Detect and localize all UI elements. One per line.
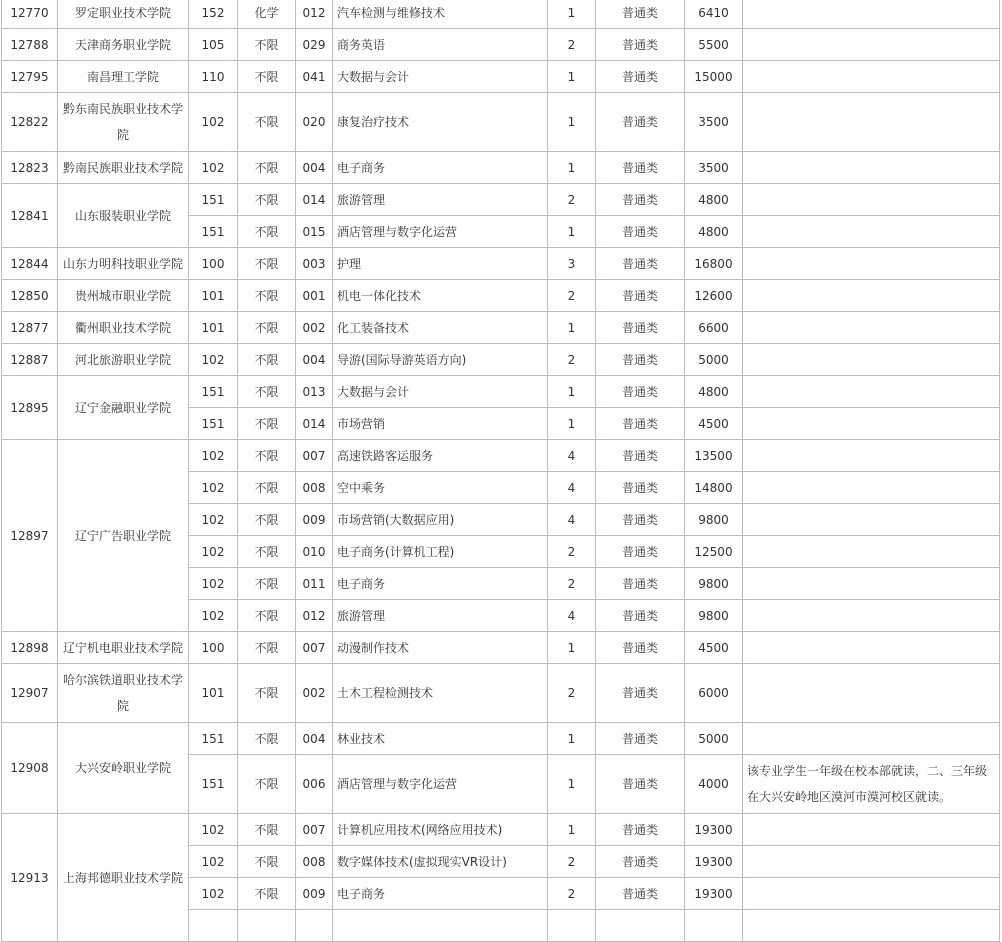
major-code-cell: 004	[296, 723, 333, 755]
note-cell	[743, 568, 1000, 600]
group-cell: 110	[189, 61, 238, 93]
major-code-cell: 004	[296, 152, 333, 184]
major-code-cell: 004	[296, 344, 333, 376]
plan-count-cell: 3	[548, 248, 596, 280]
major-name-cell	[333, 910, 548, 942]
category-cell: 普通类	[596, 664, 685, 723]
major-name-cell: 空中乘务	[333, 472, 548, 504]
note-cell	[743, 846, 1000, 878]
tuition-cell: 3500	[685, 152, 743, 184]
category-cell: 普通类	[596, 504, 685, 536]
school-code-cell: 12907	[2, 664, 58, 723]
subject-req-cell: 化学	[238, 0, 296, 29]
major-name-cell: 电子商务	[333, 878, 548, 910]
major-code-cell: 011	[296, 568, 333, 600]
group-cell: 151	[189, 184, 238, 216]
plan-count-cell: 1	[548, 0, 596, 29]
major-code-cell: 001	[296, 280, 333, 312]
subject-req-cell: 不限	[238, 216, 296, 248]
major-code-cell: 009	[296, 504, 333, 536]
note-cell	[743, 376, 1000, 408]
group-cell: 102	[189, 600, 238, 632]
category-cell: 普通类	[596, 61, 685, 93]
school-code-cell: 12822	[2, 93, 58, 152]
category-cell: 普通类	[596, 568, 685, 600]
subject-req-cell: 不限	[238, 408, 296, 440]
group-cell: 151	[189, 376, 238, 408]
note-cell	[743, 878, 1000, 910]
category-cell: 普通类	[596, 184, 685, 216]
group-cell: 102	[189, 472, 238, 504]
subject-req-cell: 不限	[238, 814, 296, 846]
major-code-cell: 002	[296, 312, 333, 344]
major-name-cell: 市场营销	[333, 408, 548, 440]
major-name-cell: 土木工程检测技术	[333, 664, 548, 723]
category-cell: 普通类	[596, 536, 685, 568]
note-cell	[743, 632, 1000, 664]
group-cell: 102	[189, 536, 238, 568]
major-code-cell: 015	[296, 216, 333, 248]
subject-req-cell: 不限	[238, 846, 296, 878]
major-name-cell: 导游(国际导游英语方向)	[333, 344, 548, 376]
subject-req-cell: 不限	[238, 184, 296, 216]
school-code-cell: 12841	[2, 184, 58, 248]
major-name-cell: 大数据与会计	[333, 376, 548, 408]
school-code-cell: 12887	[2, 344, 58, 376]
major-name-cell: 计算机应用技术(网络应用技术)	[333, 814, 548, 846]
category-cell: 普通类	[596, 632, 685, 664]
plan-count-cell: 2	[548, 344, 596, 376]
group-cell: 151	[189, 216, 238, 248]
school-code-cell: 12913	[2, 814, 58, 942]
school-name-cell: 上海邦德职业技术学院	[58, 814, 189, 942]
major-name-cell: 动漫制作技术	[333, 632, 548, 664]
plan-count-cell: 4	[548, 600, 596, 632]
admission-plan-table	[1, 0, 1000, 942]
major-name-cell: 商务英语	[333, 29, 548, 61]
category-cell: 普通类	[596, 93, 685, 152]
major-code-cell: 009	[296, 878, 333, 910]
table-row	[2, 184, 1000, 216]
table-row	[2, 152, 1000, 184]
note-cell	[743, 723, 1000, 755]
note-cell	[743, 0, 1000, 29]
plan-count-cell: 1	[548, 408, 596, 440]
plan-count-cell: 1	[548, 152, 596, 184]
tuition-cell: 4500	[685, 408, 743, 440]
major-code-cell: 014	[296, 408, 333, 440]
subject-req-cell: 不限	[238, 152, 296, 184]
plan-count-cell: 1	[548, 755, 596, 814]
category-cell: 普通类	[596, 755, 685, 814]
note-cell	[743, 29, 1000, 61]
category-cell: 普通类	[596, 216, 685, 248]
school-code-cell: 12795	[2, 61, 58, 93]
table-row	[2, 280, 1000, 312]
plan-count-cell: 2	[548, 664, 596, 723]
plan-count-cell: 1	[548, 376, 596, 408]
major-code-cell: 002	[296, 664, 333, 723]
plan-count-cell: 4	[548, 472, 596, 504]
subject-req-cell: 不限	[238, 376, 296, 408]
category-cell: 普通类	[596, 344, 685, 376]
category-cell: 普通类	[596, 280, 685, 312]
school-code-cell: 12844	[2, 248, 58, 280]
school-name-cell: 南昌理工学院	[58, 61, 189, 93]
group-cell: 101	[189, 280, 238, 312]
group-cell: 102	[189, 846, 238, 878]
table-row	[2, 632, 1000, 664]
major-name-cell: 旅游管理	[333, 184, 548, 216]
major-name-cell: 数字媒体技术(虚拟现实VR设计)	[333, 846, 548, 878]
table-row	[2, 61, 1000, 93]
tuition-cell: 6000	[685, 664, 743, 723]
school-name-cell: 山东服装职业学院	[58, 184, 189, 248]
plan-count-cell: 1	[548, 312, 596, 344]
table-row	[2, 814, 1000, 846]
group-cell: 151	[189, 755, 238, 814]
note-cell	[743, 536, 1000, 568]
school-name-cell: 天津商务职业学院	[58, 29, 189, 61]
tuition-cell: 12500	[685, 536, 743, 568]
note-cell	[743, 504, 1000, 536]
tuition-cell: 19300	[685, 814, 743, 846]
group-cell: 105	[189, 29, 238, 61]
school-name-cell: 辽宁广告职业学院	[58, 440, 189, 632]
major-code-cell: 010	[296, 536, 333, 568]
plan-count-cell: 2	[548, 280, 596, 312]
major-code-cell: 020	[296, 93, 333, 152]
note-cell	[743, 280, 1000, 312]
major-name-cell: 市场营销(大数据应用)	[333, 504, 548, 536]
subject-req-cell	[238, 910, 296, 942]
tuition-cell: 5000	[685, 723, 743, 755]
group-cell: 102	[189, 93, 238, 152]
school-name-cell: 辽宁机电职业技术学院	[58, 632, 189, 664]
tuition-cell: 4000	[685, 755, 743, 814]
plan-count-cell: 2	[548, 536, 596, 568]
tuition-cell: 5500	[685, 29, 743, 61]
plan-count-cell: 2	[548, 29, 596, 61]
tuition-cell: 19300	[685, 878, 743, 910]
major-name-cell: 旅游管理	[333, 600, 548, 632]
table-row	[2, 664, 1000, 723]
major-code-cell: 008	[296, 846, 333, 878]
school-name-cell: 罗定职业技术学院	[58, 0, 189, 29]
tuition-cell: 6410	[685, 0, 743, 29]
major-code-cell	[296, 910, 333, 942]
major-name-cell: 高速铁路客运服务	[333, 440, 548, 472]
school-name-cell: 河北旅游职业学院	[58, 344, 189, 376]
subject-req-cell: 不限	[238, 248, 296, 280]
note-cell	[743, 61, 1000, 93]
note-cell	[743, 216, 1000, 248]
plan-count-cell: 2	[548, 568, 596, 600]
school-name-cell: 贵州城市职业学院	[58, 280, 189, 312]
note-cell	[743, 93, 1000, 152]
major-code-cell: 007	[296, 632, 333, 664]
note-cell	[743, 408, 1000, 440]
group-cell: 152	[189, 0, 238, 29]
group-cell: 100	[189, 632, 238, 664]
subject-req-cell: 不限	[238, 536, 296, 568]
major-code-cell: 006	[296, 755, 333, 814]
category-cell: 普通类	[596, 472, 685, 504]
category-cell	[596, 910, 685, 942]
plan-count-cell: 1	[548, 61, 596, 93]
note-cell	[743, 440, 1000, 472]
tuition-cell: 4800	[685, 184, 743, 216]
plan-count-cell: 1	[548, 814, 596, 846]
subject-req-cell: 不限	[238, 632, 296, 664]
subject-req-cell: 不限	[238, 600, 296, 632]
group-cell: 101	[189, 312, 238, 344]
note-cell	[743, 664, 1000, 723]
school-code-cell: 12788	[2, 29, 58, 61]
note-cell	[743, 184, 1000, 216]
school-code-cell: 12770	[2, 0, 58, 29]
subject-req-cell: 不限	[238, 280, 296, 312]
major-code-cell: 007	[296, 814, 333, 846]
school-name-cell: 山东力明科技职业学院	[58, 248, 189, 280]
major-code-cell: 014	[296, 184, 333, 216]
major-name-cell: 护理	[333, 248, 548, 280]
major-name-cell: 大数据与会计	[333, 61, 548, 93]
tuition-cell: 6600	[685, 312, 743, 344]
subject-req-cell: 不限	[238, 878, 296, 910]
group-cell: 151	[189, 408, 238, 440]
subject-req-cell: 不限	[238, 312, 296, 344]
plan-count-cell: 1	[548, 216, 596, 248]
plan-count-cell: 4	[548, 504, 596, 536]
tuition-cell: 4800	[685, 216, 743, 248]
subject-req-cell: 不限	[238, 568, 296, 600]
table-row	[2, 0, 1000, 29]
group-cell: 102	[189, 504, 238, 536]
subject-req-cell: 不限	[238, 344, 296, 376]
category-cell: 普通类	[596, 846, 685, 878]
school-name-cell: 黔南民族职业技术学院	[58, 152, 189, 184]
table-row	[2, 344, 1000, 376]
table-row	[2, 440, 1000, 472]
note-cell	[743, 600, 1000, 632]
group-cell: 100	[189, 248, 238, 280]
major-code-cell: 029	[296, 29, 333, 61]
school-code-cell: 12877	[2, 312, 58, 344]
note-cell	[743, 152, 1000, 184]
tuition-cell: 14800	[685, 472, 743, 504]
school-code-cell: 12898	[2, 632, 58, 664]
tuition-cell: 4500	[685, 632, 743, 664]
subject-req-cell: 不限	[238, 472, 296, 504]
note-cell	[743, 814, 1000, 846]
school-name-cell: 衢州职业技术学院	[58, 312, 189, 344]
major-code-cell: 008	[296, 472, 333, 504]
group-cell: 102	[189, 440, 238, 472]
category-cell: 普通类	[596, 0, 685, 29]
category-cell: 普通类	[596, 440, 685, 472]
table-row	[2, 723, 1000, 755]
category-cell: 普通类	[596, 312, 685, 344]
subject-req-cell: 不限	[238, 93, 296, 152]
category-cell: 普通类	[596, 723, 685, 755]
plan-count-cell: 4	[548, 440, 596, 472]
group-cell: 102	[189, 878, 238, 910]
category-cell: 普通类	[596, 29, 685, 61]
group-cell: 102	[189, 344, 238, 376]
group-cell: 151	[189, 723, 238, 755]
subject-req-cell: 不限	[238, 29, 296, 61]
major-code-cell: 012	[296, 600, 333, 632]
subject-req-cell: 不限	[238, 723, 296, 755]
subject-req-cell: 不限	[238, 755, 296, 814]
school-code-cell: 12895	[2, 376, 58, 440]
tuition-cell: 13500	[685, 440, 743, 472]
tuition-cell: 15000	[685, 61, 743, 93]
group-cell: 102	[189, 152, 238, 184]
note-cell	[743, 910, 1000, 942]
group-cell: 102	[189, 568, 238, 600]
category-cell: 普通类	[596, 814, 685, 846]
subject-req-cell: 不限	[238, 504, 296, 536]
major-name-cell: 酒店管理与数字化运营	[333, 755, 548, 814]
major-name-cell: 化工装备技术	[333, 312, 548, 344]
school-name-cell: 哈尔滨铁道职业技术学院	[58, 664, 189, 723]
plan-count-cell	[548, 910, 596, 942]
major-name-cell: 电子商务	[333, 568, 548, 600]
category-cell: 普通类	[596, 600, 685, 632]
table-row	[2, 376, 1000, 408]
major-code-cell: 007	[296, 440, 333, 472]
school-name-cell: 大兴安岭职业学院	[58, 723, 189, 814]
plan-count-cell: 2	[548, 184, 596, 216]
note-cell: 该专业学生一年级在校本部就读，二、三年级在大兴安岭地区漠河市漠河校区就读。	[743, 755, 1000, 814]
tuition-cell: 19300	[685, 846, 743, 878]
major-name-cell: 电子商务	[333, 152, 548, 184]
school-name-cell: 辽宁金融职业学院	[58, 376, 189, 440]
major-name-cell: 汽车检测与维修技术	[333, 0, 548, 29]
table-row	[2, 312, 1000, 344]
tuition-cell: 4800	[685, 376, 743, 408]
note-cell	[743, 248, 1000, 280]
group-cell	[189, 910, 238, 942]
category-cell: 普通类	[596, 152, 685, 184]
tuition-cell: 3500	[685, 93, 743, 152]
note-cell	[743, 472, 1000, 504]
subject-req-cell: 不限	[238, 61, 296, 93]
major-name-cell: 电子商务(计算机工程)	[333, 536, 548, 568]
table-row	[2, 248, 1000, 280]
school-code-cell: 12897	[2, 440, 58, 632]
category-cell: 普通类	[596, 878, 685, 910]
tuition-cell: 12600	[685, 280, 743, 312]
category-cell: 普通类	[596, 408, 685, 440]
tuition-cell: 16800	[685, 248, 743, 280]
major-name-cell: 康复治疗技术	[333, 93, 548, 152]
table-row	[2, 29, 1000, 61]
major-code-cell: 003	[296, 248, 333, 280]
major-code-cell: 013	[296, 376, 333, 408]
school-name-cell: 黔东南民族职业技术学院	[58, 93, 189, 152]
school-code-cell: 12823	[2, 152, 58, 184]
note-cell	[743, 312, 1000, 344]
plan-count-cell: 1	[548, 723, 596, 755]
tuition-cell: 9800	[685, 504, 743, 536]
group-cell: 102	[189, 814, 238, 846]
school-code-cell: 12908	[2, 723, 58, 814]
plan-count-cell: 1	[548, 93, 596, 152]
subject-req-cell: 不限	[238, 440, 296, 472]
category-cell: 普通类	[596, 248, 685, 280]
tuition-cell: 9800	[685, 600, 743, 632]
tuition-cell: 5000	[685, 344, 743, 376]
tuition-cell: 9800	[685, 568, 743, 600]
subject-req-cell: 不限	[238, 664, 296, 723]
major-code-cell: 012	[296, 0, 333, 29]
note-cell	[743, 344, 1000, 376]
table-body	[2, 0, 1000, 942]
major-name-cell: 林业技术	[333, 723, 548, 755]
group-cell: 101	[189, 664, 238, 723]
plan-count-cell: 2	[548, 846, 596, 878]
tuition-cell	[685, 910, 743, 942]
plan-count-cell: 2	[548, 878, 596, 910]
plan-count-cell: 1	[548, 632, 596, 664]
major-name-cell: 酒店管理与数字化运营	[333, 216, 548, 248]
table-row	[2, 93, 1000, 152]
category-cell: 普通类	[596, 376, 685, 408]
major-name-cell: 机电一体化技术	[333, 280, 548, 312]
school-code-cell: 12850	[2, 280, 58, 312]
major-code-cell: 041	[296, 61, 333, 93]
